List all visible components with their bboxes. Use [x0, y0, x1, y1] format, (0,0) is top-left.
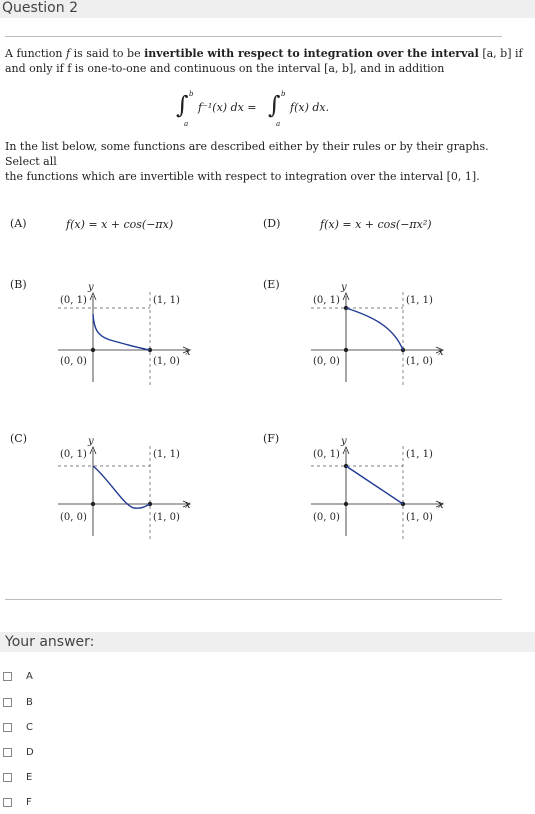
graph-c-p10: (1, 0) — [153, 512, 180, 523]
graph-f-p11: (1, 1) — [406, 449, 433, 460]
integral-sign-left: ∫ — [176, 91, 189, 119]
choice-a-label: A — [26, 670, 33, 682]
choice-c[interactable] — [3, 720, 33, 734]
graph-c-curve — [93, 466, 150, 508]
option-d-label: (D) — [263, 217, 281, 230]
graph-f-p00: (0, 0) — [313, 512, 340, 523]
formula-rhs: f(x) dx. — [290, 101, 330, 114]
answer-title: Your answer: — [5, 634, 95, 650]
graph-f-p01: (0, 1) — [313, 449, 340, 460]
checkbox-a[interactable] — [3, 672, 12, 681]
graph-f-x-label: x — [438, 500, 444, 511]
graph-f — [303, 432, 463, 540]
intro-line-2: and only if f is one-to-one and continuous on the interval [a, b], and in addition — [5, 62, 445, 75]
checkbox-b[interactable] — [3, 698, 12, 707]
upper-limit-right: b — [281, 90, 286, 98]
graph-b-y-label: y — [88, 282, 94, 293]
graph-c-p00: (0, 0) — [60, 512, 87, 523]
graph-e-p01: (0, 1) — [313, 295, 340, 306]
graph-e — [303, 278, 463, 386]
divider-bottom — [5, 599, 502, 600]
checkbox-d[interactable] — [3, 748, 12, 757]
graph-c-x-label: x — [185, 500, 191, 511]
lower-limit-left: a — [184, 120, 189, 128]
choice-f-label: F — [26, 796, 32, 808]
checkbox-e[interactable] — [3, 773, 12, 782]
integral-sign-right: ∫ — [268, 91, 281, 119]
graph-f-p10: (1, 0) — [406, 512, 433, 523]
graph-b-p00: (0, 0) — [60, 356, 87, 367]
intro-text-2: is said to be — [73, 47, 141, 60]
graph-c-y-label: y — [88, 436, 94, 447]
choice-e[interactable] — [3, 770, 32, 784]
graph-c-p11: (1, 1) — [153, 449, 180, 460]
instruction — [5, 139, 505, 184]
question-header — [0, 0, 535, 18]
graph-f-origin-dot — [344, 502, 348, 506]
choice-d-label: D — [26, 746, 34, 758]
graph-e-x-label: x — [438, 347, 444, 358]
graph-f-curve — [346, 466, 403, 504]
intro-text-1: A function — [5, 47, 63, 60]
intro-bold: invertible with respect to integration over the interval — [144, 47, 479, 60]
choice-d[interactable] — [3, 745, 34, 759]
intro-text-3: if — [515, 47, 523, 60]
intro-interval: [a, b] — [482, 47, 512, 60]
lower-limit-right: a — [276, 120, 281, 128]
graph-e-y-label: y — [341, 282, 347, 293]
graph-e-p10: (1, 0) — [406, 356, 433, 367]
answer-header — [0, 632, 535, 652]
graph-e-p11: (1, 1) — [406, 295, 433, 306]
graph-c-origin-dot — [91, 502, 95, 506]
intro-f: f — [66, 47, 71, 60]
instruction-line-1: In the list below, some functions are described either by their rules or by their graphs. Select all — [5, 140, 489, 168]
graph-b-p11: (1, 1) — [153, 295, 180, 306]
option-c-label: (C) — [10, 432, 27, 445]
choice-e-label: E — [26, 771, 33, 783]
question-title: Question 2 — [2, 0, 78, 16]
graph-c-p01: (0, 1) — [60, 449, 87, 460]
checkbox-c[interactable] — [3, 723, 12, 732]
graph-f-y-label: y — [341, 436, 347, 447]
checkbox-f[interactable] — [3, 798, 12, 807]
graph-b — [50, 278, 210, 386]
option-a-label: (A) — [10, 217, 27, 230]
choice-f[interactable] — [3, 795, 32, 809]
option-e-label: (E) — [263, 278, 280, 291]
option-d-rule: f(x) = x + cos(−πx²) — [320, 218, 432, 231]
option-b-label: (B) — [10, 278, 27, 291]
choice-b[interactable] — [3, 695, 33, 709]
instruction-line-2: the functions which are invertible with respect to integration over the interval [0, 1]. — [5, 170, 480, 183]
choice-c-label: C — [26, 721, 33, 733]
question-intro — [5, 46, 523, 76]
graph-c — [50, 432, 210, 540]
upper-limit-left: b — [189, 90, 194, 98]
option-a-rule: f(x) = x + cos(−πx) — [66, 218, 174, 231]
graph-e-curve — [346, 308, 403, 350]
graph-e-p00: (0, 0) — [313, 356, 340, 367]
choice-a[interactable] — [3, 669, 33, 683]
graph-b-p01: (0, 1) — [60, 295, 87, 306]
graph-e-origin-dot — [344, 348, 348, 352]
choice-b-label: B — [26, 696, 33, 708]
formula-lhs: f⁻¹(x) dx = — [198, 101, 257, 114]
option-f-label: (F) — [263, 432, 280, 445]
graph-b-p10: (1, 0) — [153, 356, 180, 367]
divider-top — [5, 36, 502, 37]
graph-b-curve — [93, 314, 150, 350]
graph-b-origin-dot — [91, 348, 95, 352]
integral-formula — [176, 90, 376, 130]
graph-b-x-label: x — [185, 347, 191, 358]
